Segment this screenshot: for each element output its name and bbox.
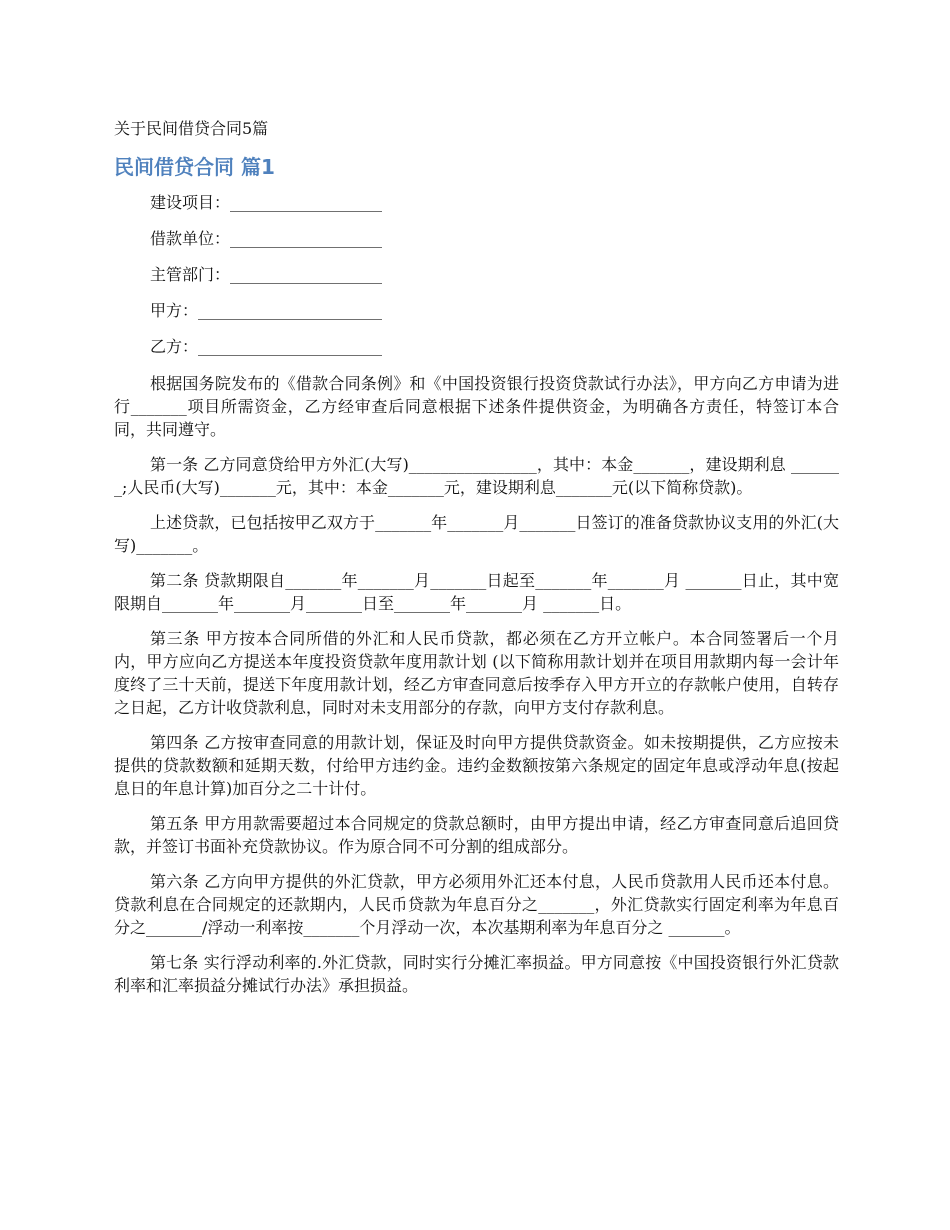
paragraph-article-1: 第一条 乙方同意贷给甲方外汇(大写)________________，其中：本金_______，建设期利息 _______;人民币(大写)_______元，其中：本金_______元，建设期利息_______元(以下简称贷款)。 [114,455,839,497]
field-party-a [150,300,839,322]
field-blank: ___________________ [230,265,383,284]
field-label: 乙方： [150,337,199,356]
document-title: 关于民间借贷合同5篇 [114,119,269,138]
paragraph-article-2: 第二条 贷款期限自_______年_______月_______日起至_______年_______月 _______日止，其中宽限期自_______年_______月_______日至_______年_______月 _______日。 [114,571,839,613]
document-body [114,118,839,1009]
paragraph-article-6: 第六条 乙方向甲方提供的外汇贷款，甲方必须用外汇还本付息，人民币贷款用人民币还本付息。贷款利息在合同规定的还款期内，人民币贷款为年息百分之_______，外汇贷款实行固定利率为年息百分之_______/浮动一利率按_______个月浮动一次，本次基期利率为年息百分之 _______。 [114,872,839,937]
field-party-b [150,336,839,358]
field-borrowing-unit [150,228,839,250]
field-label: 甲方： [150,301,199,320]
field-label: 借款单位： [150,229,231,248]
paragraph-article-7: 第七条 实行浮动利率的.外汇贷款，同时实行分摊汇率损益。甲方同意按《中国投资银行外汇贷款利率和汇率损益分摊试行办法》承担损益。 [114,953,839,995]
field-blank: _______________________ [198,337,383,356]
field-label: 建设项目： [150,193,231,212]
field-label: 主管部门： [150,265,231,284]
field-blank: _______________________ [198,301,383,320]
paragraph-article-3: 第三条 甲方按本合同所借的外汇和人民币贷款，都必须在乙方开立帐户。本合同签署后一个月内，甲方应向乙方提送本年度投资贷款年度用款计划 (以下简称用款计划并在项目用款期内每一会计年度终了三十天前，提送下年度用款计划，经乙方审查同意后按季存入甲方开立的存款帐户使用，自转存之日起，乙方计收贷款利息，同时对未支用部分的存款，向甲方支付存款利息。 [114,629,839,717]
paragraph-article-5: 第五条 甲方用款需要超过本合同规定的贷款总额时，由甲方提出申请，经乙方审查同意后追回贷款，并签订书面补充贷款协议。作为原合同不可分割的组成部分。 [114,814,839,856]
paragraph-preamble: 根据国务院发布的《借款合同条例》和《中国投资银行投资贷款试行办法》，甲方向乙方申请为进行_______项目所需资金，乙方经审查后同意根据下述条件提供资金，为明确各方责任，特签订本合同，共同遵守。 [114,374,839,439]
field-blank: ___________________ [230,229,383,248]
section-heading: 民间借贷合同 篇1 [114,155,275,179]
field-supervising-department [150,264,839,286]
paragraph-article-1-supplement: 上述贷款，已包括按甲乙双方于_______年_______月_______日签订的准备贷款协议支用的外汇(大写)_______。 [114,513,839,555]
field-construction-project [150,192,839,214]
field-blank: ___________________ [230,193,383,212]
paragraph-article-4: 第四条 乙方按审查同意的用款计划，保证及时向甲方提供贷款资金。如未按期提供，乙方应按未提供的贷款数额和延期天数，付给甲方违约金。违约金数额按第六条规定的固定年息或浮动年息(按起息日的年息计算)加百分之二十计付。 [114,733,839,798]
